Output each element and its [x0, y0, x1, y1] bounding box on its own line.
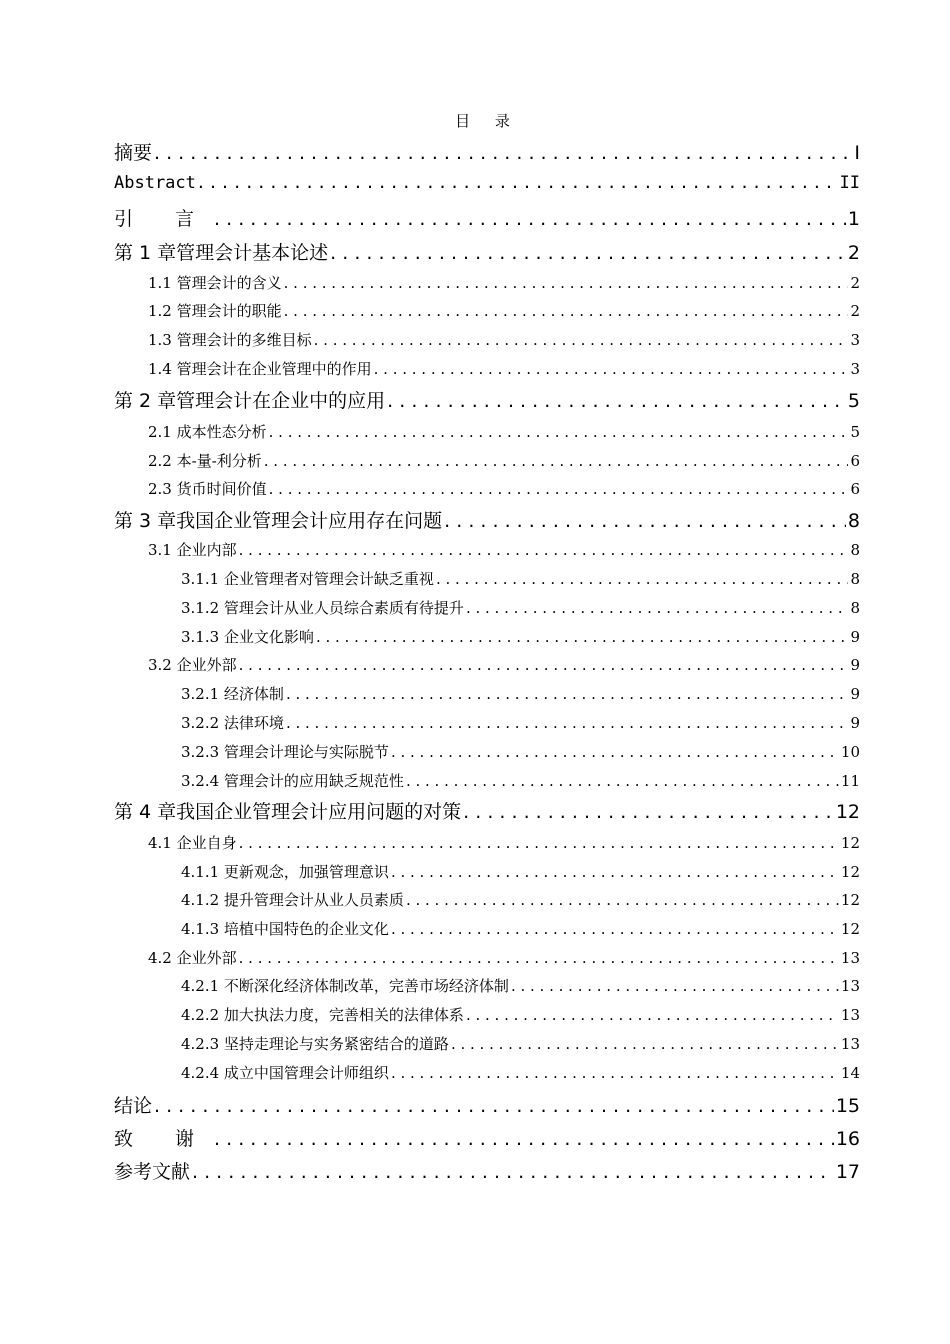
toc-page-number: 13 [840, 949, 860, 967]
toc-entry-label: 结论 [114, 1095, 153, 1117]
toc-page-number: 11 [840, 772, 860, 790]
toc-entry-section[interactable] [148, 539, 860, 561]
toc-page-number: 12 [840, 920, 860, 938]
toc-entry-label: 4.1.1 更新观念，加强管理意识 [181, 863, 389, 881]
toc-entry-label: Abstract [114, 173, 196, 193]
toc-entry-label: 1.4 管理会计在企业管理中的作用 [148, 360, 372, 378]
toc-entry-chapter-4[interactable] [114, 797, 860, 823]
toc-entry-chapter-1[interactable] [114, 238, 860, 264]
toc-page-number: 17 [835, 1161, 860, 1183]
toc-entry-subsection[interactable] [181, 1004, 860, 1026]
toc-leader [284, 302, 849, 320]
toc-entry-label: 2.1 成本性态分析 [148, 423, 267, 441]
toc-entry-label: 4.2.3 坚持走理论与实务紧密结合的道路 [181, 1035, 449, 1053]
toc-entry-subsection[interactable] [181, 918, 860, 940]
toc-leader [214, 1128, 834, 1150]
toc-leader [239, 834, 839, 852]
toc-entry-label: 3.1.2 管理会计从业人员综合素质有待提升 [181, 599, 464, 617]
toc-entry-subsection[interactable] [181, 626, 860, 648]
toc-entry-section[interactable] [148, 478, 860, 500]
toc-leader [391, 743, 839, 761]
toc-entry-label: 4.1.2 提升管理会计从业人员素质 [181, 891, 404, 909]
toc-leader [316, 628, 849, 646]
toc-page-number: 12 [840, 834, 860, 852]
toc-page-number: 16 [835, 1128, 860, 1150]
toc-entry-subsection[interactable] [181, 770, 860, 792]
toc-leader [436, 570, 849, 588]
toc-entry-subsection[interactable] [181, 597, 860, 619]
toc-entry-section[interactable] [148, 358, 860, 380]
toc-entry-references[interactable] [114, 1157, 860, 1183]
toc-entry-label: 第 2 章管理会计在企业中的应用 [114, 390, 386, 412]
toc-leader [391, 920, 839, 938]
toc-entry-label: 3.2.2 法律环境 [181, 714, 284, 732]
toc-leader [391, 1064, 839, 1082]
toc-entry-subsection[interactable] [181, 975, 860, 997]
toc-page-number: 5 [847, 390, 860, 412]
toc-page-number: 3 [850, 360, 860, 378]
toc-page-number: 5 [850, 423, 860, 441]
toc-page-number: 8 [850, 599, 860, 617]
toc-entry-label: 4.2 企业外部 [148, 949, 237, 967]
toc-leader [286, 685, 849, 703]
toc-entry-label: 3.1 企业内部 [148, 541, 237, 559]
toc-entry-section[interactable] [148, 421, 860, 443]
toc-entry-label: 4.2.1 不断深化经济体制改革，完善市场经济体制 [181, 977, 509, 995]
toc-entry-acknowledgements[interactable] [114, 1124, 860, 1150]
toc-leader [463, 801, 834, 823]
toc-leader [451, 1035, 839, 1053]
toc-page-number: 13 [840, 1006, 860, 1024]
toc-entry-subsection[interactable] [181, 861, 860, 883]
toc-page-number: 9 [850, 714, 860, 732]
toc-leader [406, 772, 839, 790]
toc-entry-label: 2.2 本-量-利分析 [148, 452, 262, 470]
toc-leader [374, 360, 849, 378]
toc-entry-label: 3.1.1 企业管理者对管理会计缺乏重视 [181, 570, 434, 588]
toc-leader [444, 510, 846, 532]
toc-page-number: 12 [840, 891, 860, 909]
toc-entry-subsection[interactable] [181, 683, 860, 705]
toc-leader [284, 274, 849, 292]
toc-page-number: 6 [850, 452, 860, 470]
toc-page-number: 13 [840, 977, 860, 995]
toc-entry-label: 2.3 货币时间价值 [148, 480, 267, 498]
toc-entry-section[interactable] [148, 329, 860, 351]
toc-entry-label: 第 4 章我国企业管理会计应用问题的对策 [114, 801, 462, 823]
toc-page-number: 15 [835, 1095, 860, 1117]
toc-entry-chapter-2[interactable] [114, 386, 860, 412]
toc-entry-label: 引 言 [114, 208, 213, 230]
toc-page-number: 3 [850, 331, 860, 349]
toc-entry-abstract-en[interactable] [114, 171, 860, 197]
toc-leader [314, 331, 849, 349]
toc-entry-section[interactable] [148, 300, 860, 322]
toc-entry-section[interactable] [148, 832, 860, 854]
toc-leader [264, 452, 849, 470]
toc-entry-label: 1.1 管理会计的含义 [148, 274, 282, 292]
toc-entry-label: 3.1.3 企业文化影响 [181, 628, 314, 646]
toc-page-number: 12 [835, 801, 860, 823]
toc-entry-label: 3.2.3 管理会计理论与实际脱节 [181, 743, 389, 761]
toc-entry-subsection[interactable] [181, 889, 860, 911]
toc-entry-abstract-cn[interactable] [114, 138, 860, 164]
toc-leader [391, 863, 839, 881]
toc-leader [239, 541, 849, 559]
toc-entry-label: 3.2 企业外部 [148, 656, 237, 674]
toc-leader [154, 1095, 834, 1117]
toc-page-number: 12 [840, 863, 860, 881]
toc-page-number: I [854, 142, 860, 164]
toc-page-number: 2 [847, 242, 860, 264]
toc-title: 目 录 [455, 112, 520, 130]
toc-page-number: 1 [847, 208, 860, 230]
toc-leader [154, 142, 852, 164]
toc-leader [198, 171, 838, 193]
toc-leader [286, 714, 849, 732]
toc-page-number: 14 [840, 1064, 860, 1082]
toc-page-number: 10 [840, 743, 860, 761]
toc-leader [511, 977, 839, 995]
toc-entry-label: 3.2.4 管理会计的应用缺乏规范性 [181, 772, 404, 790]
toc-entry-subsection[interactable] [181, 568, 860, 590]
toc-entry-label: 4.1.3 培植中国特色的企业文化 [181, 920, 389, 938]
toc-entry-label: 4.2.4 成立中国管理会计师组织 [181, 1064, 389, 1082]
toc-entry-label: 1.3 管理会计的多维目标 [148, 331, 312, 349]
toc-entry-section[interactable] [148, 654, 860, 676]
toc-leader [269, 423, 849, 441]
toc-entry-subsection[interactable] [181, 712, 860, 734]
toc-entry-label: 摘要 [114, 142, 153, 164]
toc-page-number: II [839, 173, 860, 193]
toc-page-number: 8 [850, 541, 860, 559]
toc-entry-label: 第 1 章管理会计基本论述 [114, 242, 329, 264]
toc-leader [192, 1161, 834, 1183]
toc-entry-label: 3.2.1 经济体制 [181, 685, 284, 703]
toc-entry-label: 参考文献 [114, 1161, 191, 1183]
toc-page-number: 13 [840, 1035, 860, 1053]
toc-leader [269, 480, 849, 498]
toc-page-number: 2 [850, 302, 860, 320]
toc-page-number: 8 [850, 570, 860, 588]
toc-entry-section[interactable] [148, 272, 860, 294]
toc-entry-subsection[interactable] [181, 741, 860, 763]
toc-leader [239, 949, 839, 967]
toc-leader [330, 242, 846, 264]
toc-entry-subsection[interactable] [181, 1033, 860, 1055]
toc-leader [466, 599, 849, 617]
toc-entry-label: 4.1 企业自身 [148, 834, 237, 852]
toc-page-number: 6 [850, 480, 860, 498]
toc-entry-section[interactable] [148, 450, 860, 472]
toc-leader [466, 1006, 839, 1024]
toc-page-number: 9 [850, 685, 860, 703]
toc-entry-label: 致 谢 [114, 1128, 213, 1150]
toc-leader [387, 390, 846, 412]
toc-leader [239, 656, 849, 674]
toc-entry-label: 第 3 章我国企业管理会计应用存在问题 [114, 510, 443, 532]
toc-entry-subsection[interactable] [181, 1062, 860, 1084]
toc-entry-chapter-3[interactable] [114, 506, 860, 532]
toc-leader [406, 891, 839, 909]
toc-page-number: 8 [847, 510, 860, 532]
toc-page-number: 2 [850, 274, 860, 292]
toc-leader [214, 208, 846, 230]
toc-entry-section[interactable] [148, 947, 860, 969]
toc-page-number: 9 [850, 656, 860, 674]
toc-page-number: 9 [850, 628, 860, 646]
toc-entry-conclusion[interactable] [114, 1091, 860, 1117]
toc-entry-introduction[interactable] [114, 204, 860, 230]
toc-entry-label: 1.2 管理会计的职能 [148, 302, 282, 320]
toc-entry-label: 4.2.2 加大执法力度，完善相关的法律体系 [181, 1006, 464, 1024]
